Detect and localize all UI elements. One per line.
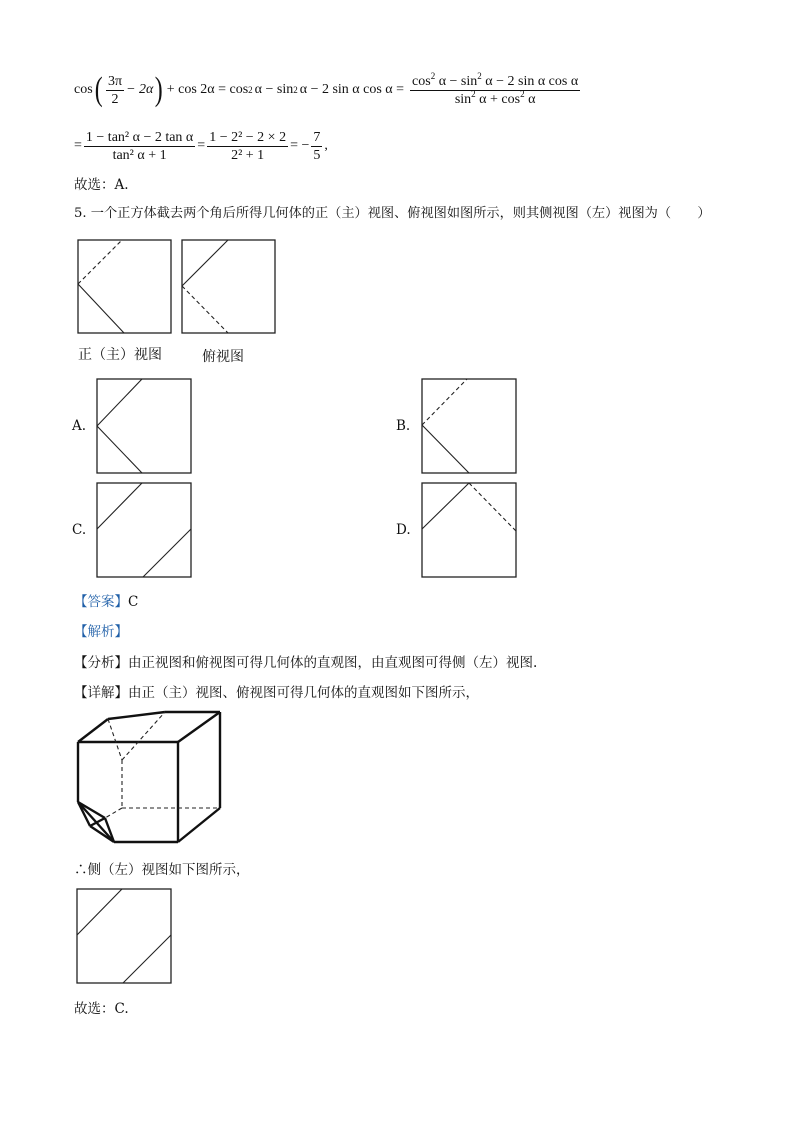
equals-3: = − [290, 138, 310, 153]
option-b-label[interactable]: B. [396, 418, 411, 434]
solid-solid-edges [78, 712, 220, 842]
fraction-3pi-over-2 [106, 73, 124, 108]
sq-3: 2 [430, 70, 436, 81]
xiangjie-label: 【详解】 [74, 685, 128, 701]
sq-5: 2 [471, 88, 476, 99]
choice-final: 故选：C. [74, 1001, 129, 1017]
therefore-text: ∴侧（左）视图如下图所示， [74, 862, 250, 878]
fraction-numeric [207, 129, 288, 164]
top-view-label: 俯视图 [202, 349, 244, 365]
left-paren: ( [94, 71, 103, 108]
choice-prev: 故选：A. [74, 177, 129, 193]
answer-value: C [128, 594, 139, 610]
fraction-numerator: 3π [108, 73, 123, 89]
fraction-denominator: 2 [111, 91, 119, 107]
right-paren: ) [155, 71, 164, 108]
question-text: 5. 一个正方体截去两个角后所得几何体的正（主）视图、俯视图如图所示，则其侧视图（左）视图为（ ） [74, 206, 711, 221]
option-c-figure[interactable] [94, 480, 194, 580]
option-b-figure[interactable] [419, 376, 519, 476]
rhs-fraction [410, 70, 580, 108]
sq-4: 2 [477, 70, 482, 81]
fraction-numeric-num: 1 − 2² − 2 × 2 [209, 129, 287, 145]
option-a-figure[interactable] [94, 376, 194, 476]
fenxi-text: 由正视图和俯视图可得几何体的直观图，由直观图可得侧（左）视图. [128, 655, 538, 671]
rhs-den-cos: α + cos [479, 91, 521, 107]
fenxi-label: 【分析】 [74, 655, 128, 671]
rhs-numerator [410, 70, 580, 91]
fenxi-line [74, 651, 537, 671]
fraction-result-den: 5 [313, 147, 321, 163]
side-view-figure [74, 886, 174, 986]
answer-label: 【答案】 [74, 594, 128, 610]
trailing-comma: , [324, 138, 328, 153]
top-view-drawing [182, 240, 275, 333]
option-d-figure[interactable] [419, 480, 519, 580]
analysis-label: 【解析】 [74, 624, 128, 640]
rhs-num-tail: α − 2 sin α cos α [485, 73, 579, 89]
rhs-denominator [453, 88, 538, 108]
fraction-tan-num: 1 − tan² α − 2 tan α [85, 129, 194, 145]
sq-6: 2 [520, 88, 525, 99]
solid-3d-figure [70, 706, 230, 848]
math-line-1: cos ( $\frac{3\pi}{2}$ − 2α ) + cos 2α = cos 2 α − sin 2 α − 2 sin α cos α = $\frac{\cos^2 \alpha - \sin^2 \alpha - 2 \sin \alpha \cos \alpha}{\sin^2 \alpha + \cos^2 \alpha}$ [74, 70, 579, 108]
fraction-tan-den: tan² α + 1 [112, 147, 167, 163]
front-view-drawing [78, 240, 171, 333]
rhs-num-cos: cos [412, 73, 431, 89]
alpha-minus-sin: α − sin [254, 82, 294, 97]
rhs-den-alpha: α [528, 91, 536, 107]
given-views-figure [70, 232, 290, 340]
fraction-result-num: 7 [313, 129, 321, 145]
equals-1: = [74, 138, 82, 153]
rhs-den-sin: sin [454, 91, 472, 107]
fraction-result [311, 129, 322, 164]
xiangjie-text: 由正（主）视图、俯视图可得几何体的直观图如下图所示， [128, 685, 479, 701]
option-d-label[interactable]: D. [396, 522, 411, 538]
option-c-label[interactable]: C. [72, 522, 87, 538]
fraction-tan [84, 129, 195, 164]
alpha-minus-2sin: α − 2 sin α cos α = [299, 82, 405, 97]
equals-2: = [197, 138, 206, 153]
cos-text: cos [74, 82, 93, 97]
solid-hidden-edges [105, 712, 220, 818]
rhs-num-sin: α − sin [438, 73, 478, 89]
option-a-label[interactable]: A. [72, 418, 87, 434]
minus-2alpha: − 2α [126, 82, 154, 97]
plus-cos2a: + cos 2α = cos [166, 82, 249, 97]
xiangjie-line [74, 681, 479, 701]
math-line-2 [74, 126, 328, 166]
answer-line [74, 590, 138, 610]
front-view-label: 正（主）视图 [78, 347, 162, 363]
fraction-numeric-den: 2² + 1 [231, 147, 265, 163]
